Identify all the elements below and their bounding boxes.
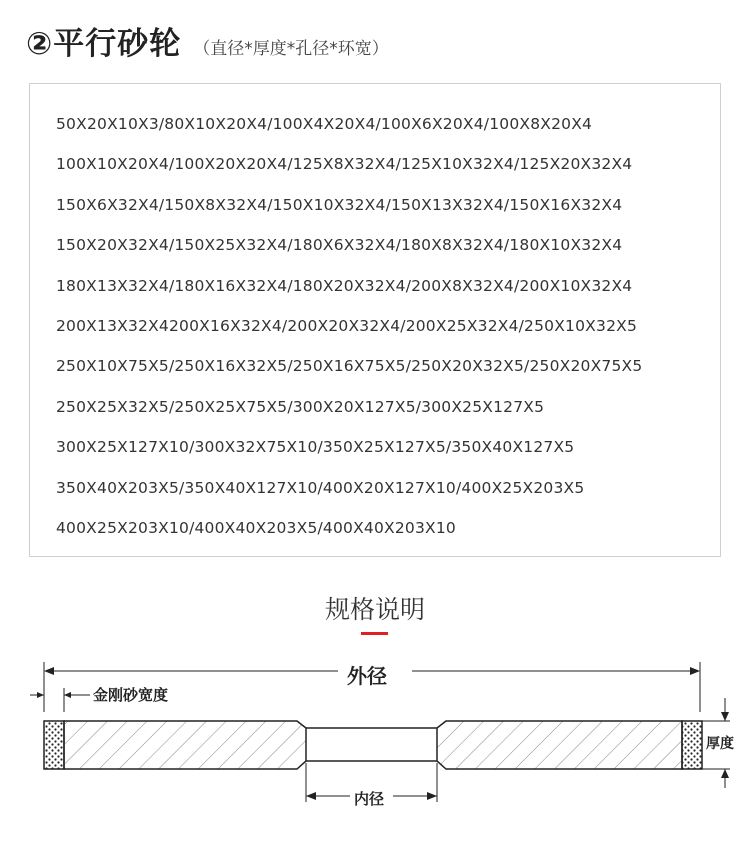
spec-line: 300X25X127X10/300X32X75X10/350X25X127X5/350X40X127X5 [56, 438, 575, 457]
inner-diameter-label: 内径 [354, 790, 385, 808]
spec-line: 100X10X20X4/100X20X20X4/125X8X32X4/125X10X32X4/125X20X32X4 [56, 155, 633, 174]
spec-list [56, 104, 642, 548]
diamond-width-label: 金刚砂宽度 [93, 686, 169, 704]
product-subtitle: （直径*厚度*孔径*环宽） [193, 39, 389, 59]
page-title [26, 18, 389, 68]
diamond-width-dimension [30, 688, 90, 712]
spec-line: 150X6X32X4/150X8X32X4/150X10X32X4/150X13X32X4/150X16X32X4 [56, 195, 623, 214]
spec-line: 50X20X10X3/80X10X20X4/100X4X20X4/100X6X20X4/100X8X20X4 [56, 115, 593, 133]
thickness-label: 厚度 [706, 736, 734, 752]
spec-line: 200X13X32X4200X16X32X4/200X20X32X4/200X25X32X4/250X10X32X5 [56, 317, 638, 336]
outer-diameter-label: 外径 [347, 664, 387, 688]
spec-box [29, 83, 721, 557]
spec-line: 250X25X32X5/250X25X75X5/300X20X127X5/300X25X127X5 [56, 397, 545, 416]
spec-line: 150X20X32X4/150X25X32X4/180X6X32X4/180X8X32X4/180X10X32X4 [56, 236, 623, 255]
spec-line: 400X25X203X10/400X40X203X5/400X40X203X10 [56, 519, 456, 538]
product-title: ②平行砂轮 [26, 26, 182, 62]
spec-line: 180X13X32X4/180X16X32X4/180X20X32X4/200X8X32X4/200X10X32X4 [56, 276, 633, 295]
wheel-cross-section [44, 721, 702, 769]
section-accent-line [361, 632, 388, 635]
section-title: 规格说明 [324, 595, 425, 624]
spec-line: 350X40X203X5/350X40X127X10/400X20X127X10/400X25X203X5 [56, 478, 585, 497]
spec-line: 250X10X75X5/250X16X32X5/250X16X75X5/250X20X32X5/250X20X75X5 [56, 357, 643, 376]
